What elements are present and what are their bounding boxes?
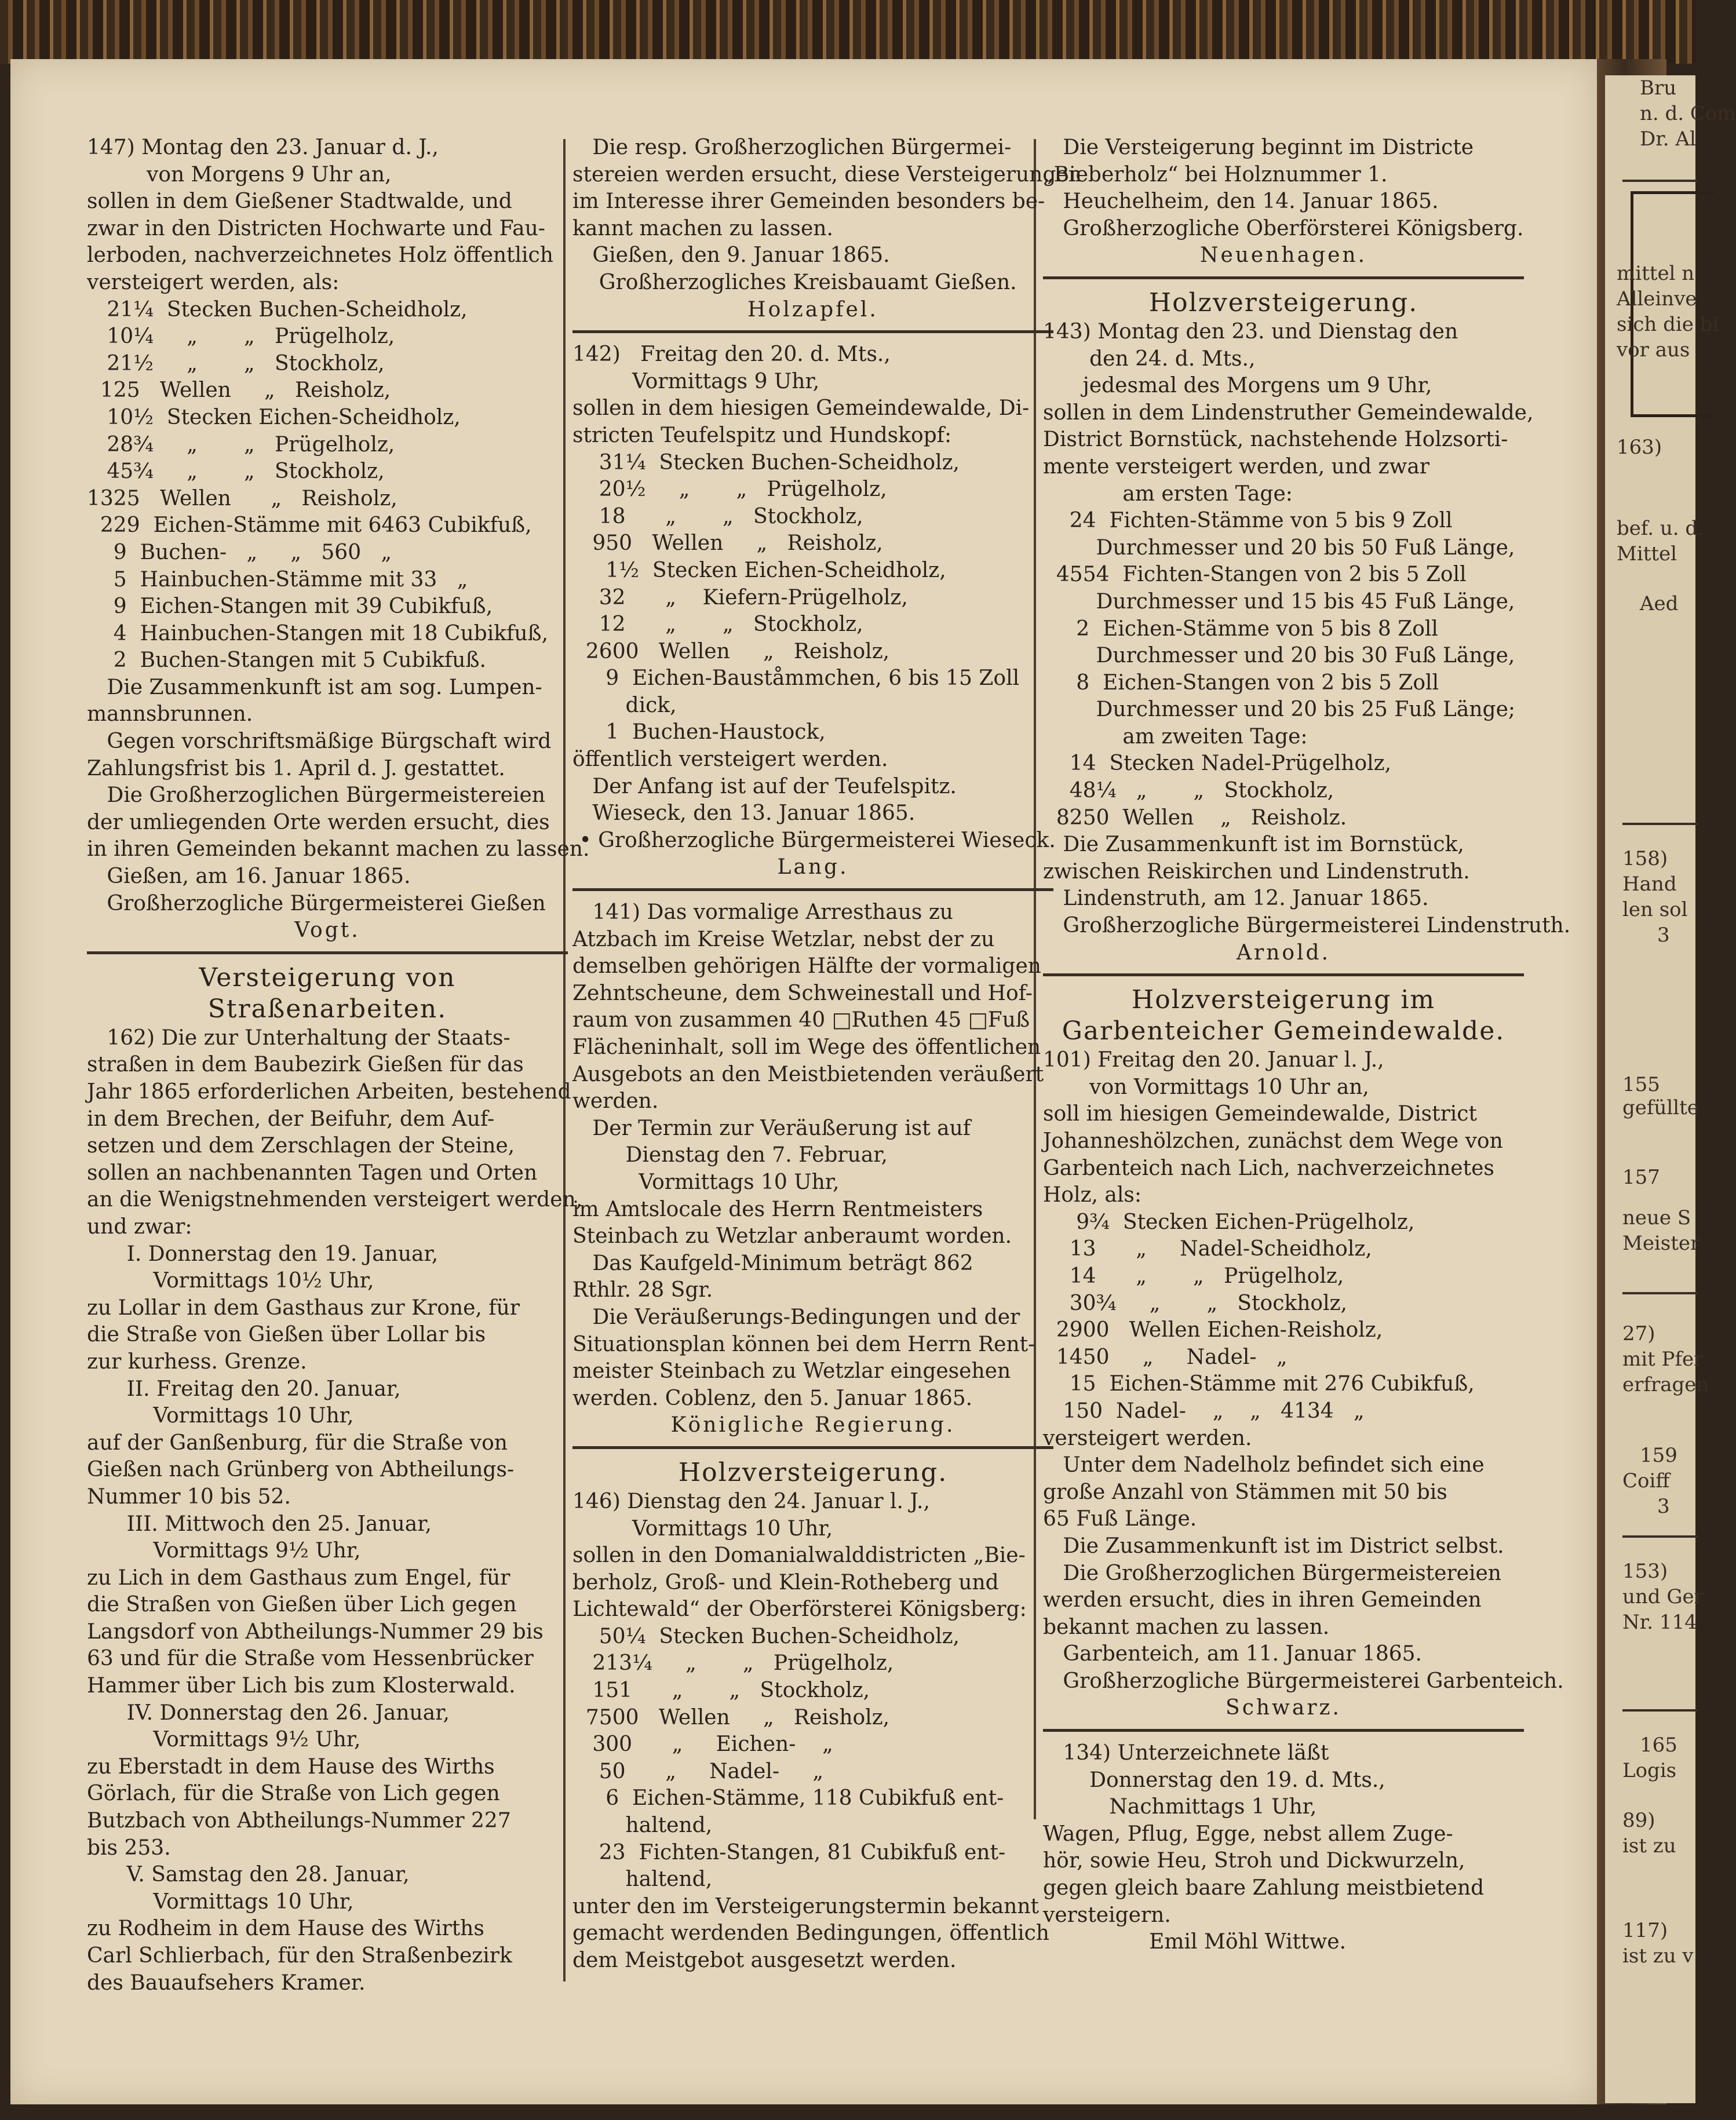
text-line: Durchmesser und 20 bis 25 Fuß Länge;: [1043, 698, 1516, 722]
text-line: stricten Teufelspitz und Hundskopf:: [572, 423, 952, 447]
text-line: Carl Schlierbach, für den Straßenbezirk: [87, 1944, 512, 1968]
text-line: Die Großherzoglichen Bürgermeistereien: [1043, 1561, 1501, 1585]
text-line: 142) Freitag den 20. d. Mts.,: [572, 342, 891, 367]
text-line: I. Donnerstag den 19. Januar,: [87, 1242, 439, 1266]
adjacent-page: [1605, 75, 1736, 2103]
text-line: sollen in dem Gießener Stadtwalde, und: [87, 189, 512, 214]
notice: [87, 134, 590, 944]
text-line: Das Kaufgeld-Minimum beträgt 862: [572, 1251, 973, 1275]
separator-rule: [572, 888, 1053, 891]
separator-rule: [1043, 276, 1524, 279]
adjacent-page-fragment: 155: [1622, 1073, 1660, 1096]
text-line: 1½ Stecken Eichen-Scheidholz,: [572, 558, 946, 582]
adjacent-page-fragment: len sol: [1622, 898, 1688, 921]
text-line: Großherzogliche Bürgermeisterei Gießen: [87, 891, 546, 915]
text-line: 4 Hainbuchen-Stangen mit 18 Cubikfuß,: [87, 621, 549, 645]
text-line: Die Zusammenkunft ist im Bornstück,: [1043, 833, 1464, 857]
text-line: Vormittags 9 Uhr,: [572, 369, 820, 393]
notice: [1043, 984, 1564, 1722]
text-line: Heuchelheim, den 14. Januar 1865.: [1043, 189, 1439, 214]
text-line: bis 253.: [87, 1836, 171, 1860]
text-line: Nummer 10 bis 52.: [87, 1484, 291, 1509]
text-line: Wieseck, den 13. Januar 1865.: [572, 801, 916, 826]
text-line: am zweiten Tage:: [1043, 724, 1308, 749]
text-line: Der Termin zur Veräußerung ist auf: [572, 1116, 971, 1140]
adjacent-page-fragment: Bru: [1640, 76, 1677, 100]
text-line: 14 „ „ Prügelholz,: [1043, 1264, 1344, 1288]
text-line: stereien werden ersucht, diese Versteigerungen: [572, 162, 1082, 187]
text-line: 18 „ „ Stockholz,: [572, 504, 863, 528]
text-line: 31¼ Stecken Buchen-Scheidholz,: [572, 450, 960, 475]
text-line: Vormittags 10 Uhr,: [572, 1170, 840, 1194]
adjacent-page-fragment: und Ger: [1622, 1585, 1704, 1608]
notice: [1043, 1740, 1524, 1956]
text-line: Gießen, den 9. Januar 1865.: [572, 243, 890, 268]
notice-heading: Versteigerung von Straßenarbeiten.: [199, 962, 456, 1024]
notice-heading: Holzversteigerung im Garbenteicher Gemeindewalde.: [1062, 985, 1505, 1046]
text-line: unter den im Versteigerungstermin bekannt: [572, 1894, 1040, 1918]
signature: Lang.: [777, 855, 849, 880]
text-line: Vormittags 10 Uhr,: [87, 1889, 354, 1914]
adjacent-page-fragment: vor aus: [1617, 338, 1690, 362]
text-line: 28¾ „ „ Prügelholz,: [87, 432, 395, 457]
notice: [572, 899, 1053, 1439]
text-line: IV. Donnerstag den 26. Januar,: [87, 1701, 450, 1725]
text-line: Vormittags 9½ Uhr,: [87, 1539, 361, 1563]
adjacent-page-fragment: sich die bi: [1617, 313, 1719, 336]
text-line: zu Rodheim in dem Hause des Wirths: [87, 1917, 484, 1941]
text-line: 32 „ Kiefern-Prügelholz,: [572, 585, 908, 610]
text-line: werden.: [572, 1089, 659, 1114]
text-line: 10½ Stecken Eichen-Scheidholz,: [87, 405, 461, 429]
text-line: raum von zusammen 40 □Ruthen 45 □Fuß: [572, 1008, 1030, 1032]
text-line: die Straße von Gießen über Lollar bis: [87, 1323, 486, 1347]
text-line: 229 Eichen-Stämme mit 6463 Cubikfuß,: [87, 513, 532, 538]
text-line: soll im hiesigen Gemeindewalde, District: [1043, 1102, 1477, 1126]
text-line: 45¾ „ „ Stockholz,: [87, 459, 385, 484]
text-line: zu Lollar in dem Gasthaus zur Krone, für: [87, 1296, 520, 1320]
signature: Schwarz.: [1226, 1696, 1341, 1720]
text-line: 5 Hainbuchen-Stämme mit 33 „: [87, 567, 468, 592]
text-line: Vormittags 10 Uhr,: [572, 1516, 833, 1541]
text-line: Gießen, am 16. Januar 1865.: [87, 864, 411, 889]
text-line: zwar in den Districten Hochwarte und Fau-: [87, 216, 545, 240]
text-line: 9¾ Stecken Eichen-Prügelholz,: [1043, 1210, 1415, 1234]
text-line: sollen in dem hiesigen Gemeindewalde, Di-: [572, 396, 1030, 421]
text-line: 21¼ Stecken Buchen-Scheidholz,: [87, 297, 468, 322]
text-line: 151 „ „ Stockholz,: [572, 1679, 870, 1703]
text-line: Gießen nach Grünberg von Abtheilungs-: [87, 1458, 515, 1482]
adjacent-page-fragment: 153): [1622, 1560, 1668, 1583]
text-line: meister Steinbach zu Wetzlar eingesehen: [572, 1359, 1011, 1384]
text-line: 1450 „ Nadel- „: [1043, 1345, 1288, 1369]
text-line: am ersten Tage:: [1043, 481, 1293, 506]
text-line: 6 Eichen-Stämme, 118 Cubikfuß ent-: [572, 1786, 1004, 1811]
adjacent-page-fragment: bef. u. d.: [1617, 517, 1704, 540]
text-line: 2 Eichen-Stämme von 5 bis 8 Zoll: [1043, 616, 1438, 641]
text-line: setzen und dem Zerschlagen der Steine,: [87, 1134, 515, 1158]
adjacent-page-fragment: Aed: [1640, 592, 1679, 615]
text-line: 10¼ „ „ Prügelholz,: [87, 324, 395, 349]
adjacent-page-fragment: neue S: [1622, 1206, 1691, 1229]
text-line: Die Großherzoglichen Bürgermeistereien: [87, 783, 545, 808]
text-line: Garbenteich, am 11. Januar 1865.: [1043, 1642, 1422, 1666]
text-line: die Straßen von Gießen über Lich gegen: [87, 1593, 517, 1617]
text-line: III. Mittwoch den 25. Januar,: [87, 1512, 432, 1536]
text-line: Emil Möhl Wittwe.: [1043, 1930, 1347, 1954]
text-line: Großherzogliche Bürgermeisterei Lindenstruth.: [1043, 914, 1571, 938]
adjacent-page-fragment: ist zu: [1622, 1834, 1676, 1858]
text-line: II. Freitag den 20. Januar,: [87, 1377, 401, 1401]
notice: [572, 134, 1082, 323]
signature: Neuenhagen.: [1199, 243, 1367, 268]
text-line: 7500 Wellen „ Reisholz,: [572, 1705, 890, 1729]
text-line: Görlach, für die Straße von Lich gegen: [87, 1782, 500, 1806]
text-line: Großherzogliche Bürgermeisterei Garbenteich.: [1043, 1669, 1564, 1693]
text-line: 2600 Wellen „ Reisholz,: [572, 639, 890, 663]
text-line: 162) Die zur Unterhaltung der Staats-: [87, 1026, 510, 1050]
notice: [87, 962, 583, 1997]
text-line: 23 Fichten-Stangen, 81 Cubikfuß ent-: [572, 1840, 1006, 1864]
text-line: Lichtewald“ der Oberförsterei Königsberg:: [572, 1597, 1027, 1622]
text-line: Rthlr. 28 Sgr.: [572, 1278, 713, 1302]
text-line: 8 Eichen-Stangen von 2 bis 5 Zoll: [1043, 670, 1439, 695]
text-line: • Großherzogliche Bürgermeisterei Wieseck.: [572, 828, 1056, 852]
text-line: 147) Montag den 23. Januar d. J.,: [87, 136, 439, 159]
adjacent-page-fragment: Nr. 114: [1622, 1611, 1697, 1634]
text-line: 143) Montag den 23. und Dienstag den: [1043, 319, 1458, 344]
text-line: Wagen, Pflug, Egge, nebst allem Zuge-: [1043, 1822, 1453, 1846]
text-line: Ausgebots an den Meistbietenden veräußert: [572, 1062, 1044, 1086]
adjacent-page-fragment: gefüllte: [1622, 1096, 1699, 1119]
text-line: Atzbach im Kreise Wetzlar, nebst der zu: [572, 927, 995, 951]
text-line: 8250 Wellen „ Reisholz.: [1043, 805, 1347, 830]
text-line: Butzbach von Abtheilungs-Nummer 227: [87, 1809, 511, 1833]
text-line: Steinbach zu Wetzlar anberaumt worden.: [572, 1224, 1012, 1249]
signature: Königliche Regierung.: [670, 1413, 955, 1437]
text-line: Der Anfang ist auf der Teufelspitz.: [572, 774, 957, 798]
text-line: Zahlungsfrist bis 1. April d. J. gestattet.: [87, 756, 505, 780]
text-line: sollen an nachbenannten Tagen und Orten: [87, 1161, 538, 1185]
text-line: in dem Brechen, der Beifuhr, dem Auf-: [87, 1107, 495, 1131]
adjacent-page-fragment: 159: [1640, 1444, 1677, 1467]
text-line: Durchmesser und 20 bis 30 Fuß Länge,: [1043, 644, 1515, 668]
notice-heading: Holzversteigerung.: [1148, 287, 1418, 318]
text-line: Vormittags 9½ Uhr,: [87, 1728, 361, 1752]
text-line: 4554 Fichten-Stangen von 2 bis 5 Zoll: [1043, 563, 1467, 587]
adjacent-page-fragment: 3: [1657, 924, 1670, 947]
text-line: öffentlich versteigert werden.: [572, 747, 888, 772]
text-line: 13 „ Nadel-Scheidholz,: [1043, 1237, 1372, 1261]
adjacent-page-fragment: mit Pfer: [1622, 1348, 1704, 1371]
text-line: Nachmittags 1 Uhr,: [1043, 1795, 1317, 1819]
text-line: 63 und für die Straße vom Hessenbrücker: [87, 1647, 534, 1671]
adjacent-page-rule: [1622, 180, 1698, 182]
text-line: mannsbrunnen.: [87, 702, 253, 727]
text-line: dem Meistgebot ausgesetzt werden.: [572, 1948, 957, 1972]
separator-rule: [1043, 973, 1524, 976]
text-line: 20½ „ „ Prügelholz,: [572, 477, 887, 502]
text-line: Großherzogliche Oberförsterei Königsberg.: [1043, 216, 1524, 240]
text-line: 9 Buchen- „ „ 560 „: [87, 540, 392, 564]
text-line: Vormittags 10½ Uhr,: [87, 1269, 374, 1293]
text-line: 14 Stecken Nadel-Prügelholz,: [1043, 751, 1392, 776]
text-line: 24 Fichten-Stämme von 5 bis 9 Zoll: [1043, 509, 1453, 533]
text-line: 2900 Wellen Eichen-Reisholz,: [1043, 1318, 1383, 1342]
text-line: im Interesse ihrer Gemeinden besonders be-: [572, 189, 1045, 214]
text-line: haltend,: [572, 1867, 713, 1892]
signature: Vogt.: [294, 918, 360, 943]
separator-rule: [87, 951, 568, 954]
text-line: 9 Eichen-Stangen mit 39 Cubikfuß,: [87, 594, 493, 619]
text-line: gegen gleich baare Zahlung meistbietend: [1043, 1876, 1485, 1900]
adjacent-page-rule: [1622, 823, 1698, 825]
text-line: „Bieberholz“ bei Holznummer 1.: [1043, 162, 1388, 187]
text-line: 141) Das vormalige Arresthaus zu: [572, 900, 953, 925]
text-line: im Amtslocale des Herrn Rentmeisters: [572, 1197, 983, 1221]
text-line: Holz, als:: [1043, 1183, 1142, 1207]
adjacent-page-fragment: mittel n: [1617, 262, 1695, 285]
text-line: an die Wenigstnehmenden versteigert werden,: [87, 1188, 583, 1212]
adjacent-page-fragment: 3: [1657, 1495, 1670, 1518]
adjacent-page-fragment: Hand: [1622, 873, 1677, 896]
separator-rule: [572, 330, 1053, 333]
text-line: 21½ „ „ Stockholz,: [87, 351, 385, 375]
text-line: sollen in dem Lindenstruther Gemeindewalde,: [1043, 400, 1534, 425]
text-line: dick,: [572, 693, 677, 717]
text-line: und zwar:: [87, 1214, 192, 1239]
text-line: den 24. d. Mts.,: [1043, 346, 1256, 371]
text-line: versteigern.: [1043, 1903, 1171, 1927]
text-line: Gegen vorschriftsmäßige Bürgschaft wird: [87, 729, 552, 754]
text-line: werden. Coblenz, den 5. Januar 1865.: [572, 1386, 973, 1410]
text-line: Unter dem Nadelholz befindet sich eine: [1043, 1453, 1485, 1477]
adjacent-page-fragment: 117): [1622, 1919, 1668, 1942]
text-line: auf der Ganßenburg, für die Straße von: [87, 1431, 508, 1455]
text-line: 950 Wellen „ Reisholz,: [572, 531, 883, 556]
text-line: von Morgens 9 Uhr an,: [87, 162, 392, 187]
text-line: 65 Fuß Länge.: [1043, 1507, 1197, 1531]
signature: Holzapfel.: [747, 297, 878, 322]
text-line: Durchmesser und 15 bis 45 Fuß Länge,: [1043, 589, 1515, 614]
text-line: Dienstag den 7. Februar,: [572, 1143, 888, 1167]
text-line: 50¼ Stecken Buchen-Scheidholz,: [572, 1624, 960, 1648]
text-line: Durchmesser und 20 bis 50 Fuß Länge,: [1043, 535, 1515, 560]
text-line: zwischen Reiskirchen und Lindenstruth.: [1043, 859, 1470, 884]
text-line: Jahr 1865 erforderlichen Arbeiten, bestehend: [87, 1080, 571, 1104]
text-line: Die resp. Großherzoglichen Bürgermei-: [572, 136, 1012, 159]
text-line: Hammer über Lich bis zum Klosterwald.: [87, 1674, 516, 1698]
text-line: Lindenstruth, am 12. Januar 1865.: [1043, 886, 1429, 911]
text-line: zu Eberstadt in dem Hause des Wirths: [87, 1754, 495, 1779]
adjacent-page-fragment: ist zu v: [1622, 1944, 1694, 1968]
text-line: des Bauaufsehers Kramer.: [87, 1971, 366, 1995]
text-line: 12 „ „ Stockholz,: [572, 612, 863, 637]
notice: [1043, 287, 1571, 966]
adjacent-page-fragment: 89): [1622, 1809, 1655, 1832]
text-line: 2 Buchen-Stangen mit 5 Cubikfuß.: [87, 648, 486, 673]
text-line: straßen in dem Baubezirk Gießen für das: [87, 1053, 524, 1077]
text-line: 9 Eichen-Bauståmmchen, 6 bis 15 Zoll: [572, 666, 1020, 691]
adjacent-page-fragment: Coiff: [1622, 1469, 1670, 1493]
text-line: bekannt machen zu lassen.: [1043, 1615, 1330, 1639]
text-line: Donnerstag den 19. d. Mts.,: [1043, 1768, 1385, 1792]
text-line: zu Lich in dem Gasthaus zum Engel, für: [87, 1566, 510, 1590]
adjacent-page-fragment: Dr. Al: [1640, 127, 1696, 151]
text-line: District Bornstück, nachstehende Holzsorti-: [1043, 428, 1508, 452]
signature: Arnold.: [1236, 940, 1331, 965]
text-line: in ihren Gemeinden bekannt machen zu lassen.: [87, 837, 590, 862]
text-line: Garbenteich nach Lich, nachverzeichnetes: [1043, 1156, 1494, 1180]
text-line: Flächeninhalt, soll im Wege des öffentlichen: [572, 1035, 1041, 1059]
adjacent-page-fragment: 157: [1622, 1166, 1660, 1189]
text-line: Vormittags 10 Uhr,: [87, 1404, 354, 1428]
text-line: von Vormittags 10 Uhr an,: [1043, 1075, 1369, 1099]
text-line: 300 „ Eichen- „: [572, 1732, 833, 1757]
text-line: 213¼ „ „ Prügelholz,: [572, 1651, 894, 1676]
book-spine-top: [0, 0, 1695, 64]
text-line: 1 Buchen-Haustock,: [572, 720, 826, 745]
text-line: 15 Eichen-Stämme mit 276 Cubikfuß,: [1043, 1372, 1475, 1396]
text-line: zur kurhess. Grenze.: [87, 1349, 307, 1374]
text-line: 30¾ „ „ Stockholz,: [1043, 1291, 1347, 1315]
text-line: V. Samstag den 28. Januar,: [87, 1863, 410, 1887]
text-line: Großherzogliches Kreisbauamt Gießen.: [572, 270, 1017, 294]
text-line: große Anzahl von Stämmen mit 50 bis: [1043, 1480, 1447, 1504]
notice: [572, 1457, 1053, 1975]
notice-heading: Holzversteigerung.: [678, 1457, 948, 1487]
separator-rule: [1043, 1729, 1524, 1732]
adjacent-page-fragment: erfragen: [1622, 1373, 1709, 1396]
adjacent-page-fragment: 158): [1622, 847, 1668, 870]
text-line: Zehntscheune, dem Schweinestall und Hof-: [572, 981, 1033, 1005]
adjacent-page-rule: [1622, 1292, 1698, 1294]
text-line: Die Zusammenkunft ist im District selbst.: [1043, 1534, 1504, 1558]
text-line: werden ersucht, dies in ihren Gemeinden: [1043, 1588, 1482, 1612]
column-3: [1043, 134, 1571, 2029]
text-line: 1325 Wellen „ Reisholz,: [87, 486, 397, 510]
text-line: sollen in den Domanialwalddistricten „Bie-: [572, 1544, 1026, 1568]
text-line: berholz, Groß- und Klein-Rotheberg und: [572, 1570, 999, 1594]
text-line: 150 Nadel- „ „ 4134 „: [1043, 1399, 1365, 1423]
adjacent-page-fragment: 27): [1622, 1322, 1655, 1345]
adjacent-page-rule: [1622, 1709, 1698, 1712]
text-line: lerboden, nachverzeichnetes Holz öffentlich: [87, 243, 553, 268]
column-1: [87, 134, 590, 2029]
text-line: Situationsplan können bei dem Herrn Rent-: [572, 1332, 1035, 1356]
notice: [572, 341, 1056, 881]
adjacent-page-fragment: Meister: [1622, 1232, 1700, 1255]
text-line: hör, sowie Heu, Stroh und Dickwurzeln,: [1043, 1849, 1465, 1873]
text-line: 50 „ Nadel- „: [572, 1759, 823, 1783]
text-line: versteigert werden, als:: [87, 270, 340, 294]
separator-rule: [572, 1446, 1053, 1449]
text-line: Die Versteigerung beginnt im Districte: [1043, 136, 1474, 159]
text-line: der umliegenden Orte werden ersucht, dies: [87, 810, 550, 834]
text-line: versteigert werden.: [1043, 1426, 1252, 1450]
text-line: gemacht werdenden Bedingungen, öffentlich: [572, 1921, 1049, 1946]
text-line: jedesmal des Morgens um 9 Uhr,: [1043, 374, 1432, 398]
text-line: 125 Wellen „ Reisholz,: [87, 378, 391, 403]
text-line: Langsdorf von Abtheilungs-Nummer 29 bis: [87, 1619, 544, 1644]
adjacent-page-fragment: 165: [1640, 1734, 1677, 1757]
text-line: haltend,: [572, 1814, 713, 1838]
text-line: Die Zusammenkunft ist am sog. Lumpen-: [87, 675, 542, 699]
text-line: demselben gehörigen Hälfte der vormaligen: [572, 954, 1041, 979]
text-line: mente versteigert werden, und zwar: [1043, 454, 1429, 479]
text-line: Johanneshölzchen, zunächst dem Wege von: [1043, 1129, 1503, 1153]
adjacent-page-fragment: Logis: [1622, 1759, 1677, 1782]
column-2: [572, 134, 1082, 2029]
text-line: 101) Freitag den 20. Januar l. J.,: [1043, 1048, 1384, 1072]
text-line: Die Veräußerungs-Bedingungen und der: [572, 1305, 1020, 1329]
adjacent-page-fragment: n. d. Com: [1640, 102, 1736, 125]
text-line: kannt machen zu lassen.: [572, 216, 833, 240]
text-line: 48¼ „ „ Stockholz,: [1043, 779, 1334, 803]
notice: [1043, 134, 1524, 269]
adjacent-page-fragment: Alleinve: [1617, 287, 1697, 311]
adjacent-page-fragment: Mittel: [1617, 542, 1677, 565]
adjacent-page-fragment: 163): [1617, 436, 1662, 459]
adjacent-page-rule: [1622, 1535, 1698, 1538]
text-line: 146) Dienstag den 24. Januar l. J.,: [572, 1489, 930, 1513]
text-line: 134) Unterzeichnete läßt: [1043, 1741, 1329, 1765]
